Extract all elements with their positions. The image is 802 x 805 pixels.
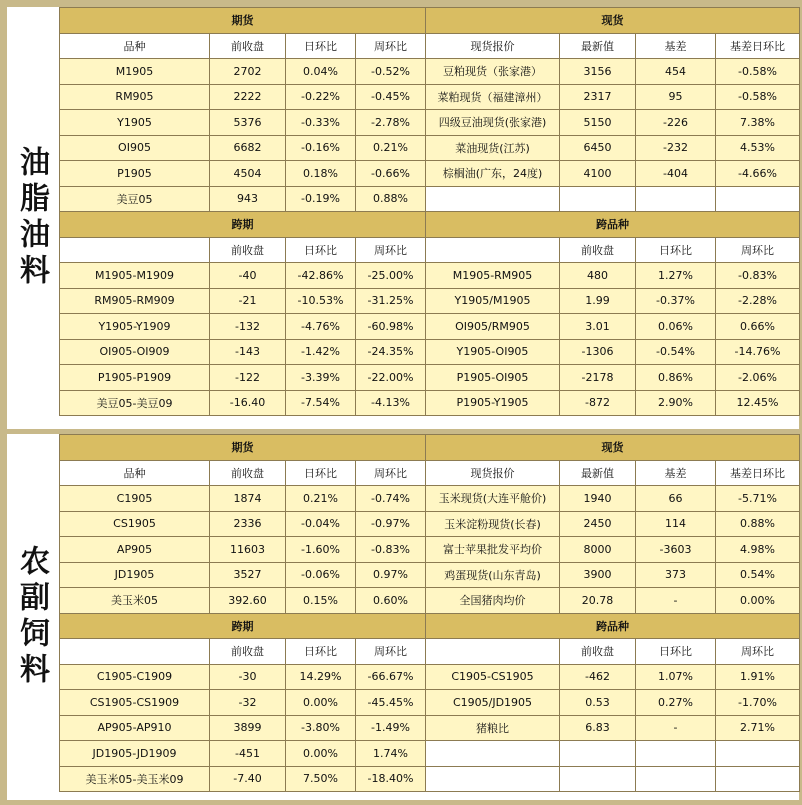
table-cell: -2.28% (716, 288, 800, 314)
table-cell: - (636, 588, 716, 614)
table-cell: -32 (210, 690, 286, 716)
table-cell: OI905/RM905 (426, 314, 560, 340)
table-row (60, 186, 800, 212)
table-cell: P1905-P1909 (60, 365, 210, 391)
table-cell: 美豆05 (60, 186, 210, 212)
table-cell: 1.99 (560, 288, 636, 314)
table-cell: RM905-RM909 (60, 288, 210, 314)
table-cell: -22.00% (356, 365, 426, 391)
table-cell: C1905 (60, 486, 210, 512)
table-cell: 0.18% (286, 161, 356, 187)
table-cell (560, 766, 636, 792)
table-cell: -0.33% (286, 110, 356, 136)
table-cell: CS1905-CS1909 (60, 690, 210, 716)
table-cell: -404 (636, 161, 716, 187)
table-cell: 8000 (560, 537, 636, 563)
column-header: 基差日环比 (716, 460, 800, 486)
table-cell: 6450 (560, 135, 636, 161)
table-cell: 0.60% (356, 588, 426, 614)
block-title-left: 期货 (60, 435, 426, 461)
table-cell: 3156 (560, 59, 636, 85)
table-cell: -3.39% (286, 365, 356, 391)
column-header-row (60, 639, 800, 665)
table-cell: 棕榈油(广东，24度) (426, 161, 560, 187)
table-cell: 富士苹果批发平均价 (426, 537, 560, 563)
table-row (60, 588, 800, 614)
table-cell: 0.27% (636, 690, 716, 716)
column-header: 日环比 (286, 639, 356, 665)
table-cell: -2.78% (356, 110, 426, 136)
table-cell: 豆粕现货（张家港） (426, 59, 560, 85)
table-row (60, 314, 800, 340)
table-cell: Y1905/M1905 (426, 288, 560, 314)
table-row (60, 664, 800, 690)
column-header: 前收盘 (210, 460, 286, 486)
column-header: 品种 (60, 33, 210, 59)
table-cell: OI905-OI909 (60, 339, 210, 365)
table-cell: -1306 (560, 339, 636, 365)
table-cell: 454 (636, 59, 716, 85)
table-cell: 0.54% (716, 562, 800, 588)
table-cell: 3527 (210, 562, 286, 588)
table-cell: -0.83% (356, 537, 426, 563)
table-cell: 20.78 (560, 588, 636, 614)
feed-table (59, 434, 800, 792)
column-header: 日环比 (286, 33, 356, 59)
section-feed (7, 434, 799, 800)
table-cell: 2.71% (716, 715, 800, 741)
table-row (60, 511, 800, 537)
table-cell (426, 741, 560, 767)
table-cell: 0.06% (636, 314, 716, 340)
table-cell: 4.53% (716, 135, 800, 161)
column-header: 基差日环比 (716, 33, 800, 59)
table-cell: P1905-Y1905 (426, 390, 560, 416)
table-cell: 鸡蛋现货(山东青岛) (426, 562, 560, 588)
table-cell: Y1905-Y1909 (60, 314, 210, 340)
table-cell: - (636, 715, 716, 741)
table-row (60, 690, 800, 716)
table-cell: -2178 (560, 365, 636, 391)
oils-table (59, 7, 800, 416)
column-header-row (60, 33, 800, 59)
table-cell: AP905-AP910 (60, 715, 210, 741)
table-cell: -45.45% (356, 690, 426, 716)
column-header-row (60, 237, 800, 263)
table-cell: 四级豆油现货(张家港) (426, 110, 560, 136)
table-cell: 1.91% (716, 664, 800, 690)
table-cell: 5150 (560, 110, 636, 136)
table-row (60, 562, 800, 588)
table-cell: -18.40% (356, 766, 426, 792)
column-header: 日环比 (286, 460, 356, 486)
table-cell: RM905 (60, 84, 210, 110)
table-cell: 美玉米05 (60, 588, 210, 614)
table-cell: -0.52% (356, 59, 426, 85)
table-cell: -0.04% (286, 511, 356, 537)
table-cell: 4100 (560, 161, 636, 187)
block-title-right: 现货 (426, 435, 800, 461)
table-cell: 2.90% (636, 390, 716, 416)
block-header (60, 212, 800, 238)
column-header: 日环比 (636, 237, 716, 263)
table-row (60, 390, 800, 416)
table-cell: 0.00% (286, 741, 356, 767)
table-cell: JD1905-JD1909 (60, 741, 210, 767)
table-cell: 1.27% (636, 263, 716, 289)
table-cell (426, 766, 560, 792)
column-header: 周环比 (356, 639, 426, 665)
table-cell: 1940 (560, 486, 636, 512)
table-cell: 480 (560, 263, 636, 289)
table-cell: C1905-CS1905 (426, 664, 560, 690)
table-cell: 2702 (210, 59, 286, 85)
table-cell: 0.86% (636, 365, 716, 391)
table-cell: -31.25% (356, 288, 426, 314)
table-cell: -0.74% (356, 486, 426, 512)
table-cell: -7.54% (286, 390, 356, 416)
column-header: 最新值 (560, 460, 636, 486)
table-cell: -0.66% (356, 161, 426, 187)
table-cell: 3899 (210, 715, 286, 741)
table-cell: -1.70% (716, 690, 800, 716)
column-header: 日环比 (286, 237, 356, 263)
column-header: 周环比 (716, 639, 800, 665)
column-header: 基差 (636, 33, 716, 59)
block-title-left: 跨期 (60, 613, 426, 639)
table-cell: -0.83% (716, 263, 800, 289)
block-header (60, 8, 800, 34)
table-cell: 0.00% (716, 588, 800, 614)
table-cell: 1874 (210, 486, 286, 512)
table-row (60, 715, 800, 741)
column-header: 周环比 (356, 460, 426, 486)
table-cell: -0.97% (356, 511, 426, 537)
section-label: 油脂油料 (7, 7, 55, 429)
table-cell: -0.19% (286, 186, 356, 212)
section-oils (7, 7, 799, 429)
table-cell: 玉米现货(大连平舱价) (426, 486, 560, 512)
table-cell: -4.76% (286, 314, 356, 340)
table-cell: 玉米淀粉现货(长春) (426, 511, 560, 537)
table-cell: M1905 (60, 59, 210, 85)
column-header: 前收盘 (210, 639, 286, 665)
table-cell: -143 (210, 339, 286, 365)
table-cell: 菜油现货(江苏) (426, 135, 560, 161)
table-cell: -4.66% (716, 161, 800, 187)
table-cell: CS1905 (60, 511, 210, 537)
column-header: 现货报价 (426, 460, 560, 486)
table-cell: 5376 (210, 110, 286, 136)
table-cell: 2336 (210, 511, 286, 537)
table-cell: 0.04% (286, 59, 356, 85)
table-row (60, 339, 800, 365)
table-cell (560, 186, 636, 212)
column-header: 品种 (60, 460, 210, 486)
table-cell: OI905 (60, 135, 210, 161)
table-cell: -0.58% (716, 84, 800, 110)
table-cell: -14.76% (716, 339, 800, 365)
table-cell: 0.53 (560, 690, 636, 716)
table-cell: Y1905-OI905 (426, 339, 560, 365)
table-cell: -16.40 (210, 390, 286, 416)
table-cell: -3603 (636, 537, 716, 563)
table-cell: 114 (636, 511, 716, 537)
table-cell: 392.60 (210, 588, 286, 614)
table-cell: M1905-RM905 (426, 263, 560, 289)
table-cell: 373 (636, 562, 716, 588)
table-cell: 66 (636, 486, 716, 512)
table-cell: 0.15% (286, 588, 356, 614)
table-cell (636, 766, 716, 792)
table-cell: 0.97% (356, 562, 426, 588)
block-title-left: 期货 (60, 8, 426, 34)
table-cell: M1905-M1909 (60, 263, 210, 289)
table-row (60, 161, 800, 187)
column-header: 前收盘 (560, 639, 636, 665)
table-cell: -226 (636, 110, 716, 136)
table-cell: -30 (210, 664, 286, 690)
table-cell: 2222 (210, 84, 286, 110)
block-header (60, 435, 800, 461)
table-row (60, 537, 800, 563)
table-row (60, 135, 800, 161)
table-row (60, 84, 800, 110)
table-cell: 0.66% (716, 314, 800, 340)
table-cell: -24.35% (356, 339, 426, 365)
column-header (60, 639, 210, 665)
table-row (60, 486, 800, 512)
section-label: 农副饲料 (7, 434, 55, 800)
table-cell: 943 (210, 186, 286, 212)
table-cell: -7.40 (210, 766, 286, 792)
table-cell: AP905 (60, 537, 210, 563)
column-header: 最新值 (560, 33, 636, 59)
table-cell: -0.06% (286, 562, 356, 588)
table-cell: 1.07% (636, 664, 716, 690)
table-cell (716, 741, 800, 767)
column-header: 日环比 (636, 639, 716, 665)
column-header: 前收盘 (560, 237, 636, 263)
table-cell (716, 766, 800, 792)
block-title-right: 跨品种 (426, 613, 800, 639)
table-cell: -10.53% (286, 288, 356, 314)
table-cell: 4504 (210, 161, 286, 187)
table-cell: 7.38% (716, 110, 800, 136)
table-cell: -451 (210, 741, 286, 767)
table-cell: -0.37% (636, 288, 716, 314)
column-header (426, 237, 560, 263)
table-cell: 3900 (560, 562, 636, 588)
table-cell: -40 (210, 263, 286, 289)
column-header: 周环比 (356, 237, 426, 263)
table-cell (560, 741, 636, 767)
table-cell: 11603 (210, 537, 286, 563)
table-cell: 菜粕现货（福建漳州） (426, 84, 560, 110)
table-cell (716, 186, 800, 212)
table-cell: 2317 (560, 84, 636, 110)
table-cell: -0.22% (286, 84, 356, 110)
column-header: 周环比 (716, 237, 800, 263)
column-header (426, 639, 560, 665)
table-row (60, 741, 800, 767)
block-title-right: 现货 (426, 8, 800, 34)
table-cell: -1.42% (286, 339, 356, 365)
column-header: 现货报价 (426, 33, 560, 59)
table-cell: 6682 (210, 135, 286, 161)
table-cell: 美豆05-美豆09 (60, 390, 210, 416)
column-header: 前收盘 (210, 33, 286, 59)
table-cell: -5.71% (716, 486, 800, 512)
table-cell: -0.54% (636, 339, 716, 365)
table-cell: 全国猪肉均价 (426, 588, 560, 614)
table-cell (636, 741, 716, 767)
table-cell: C1905-C1909 (60, 664, 210, 690)
table-cell: 95 (636, 84, 716, 110)
block-header (60, 613, 800, 639)
table-cell: Y1905 (60, 110, 210, 136)
table-cell: 3.01 (560, 314, 636, 340)
table-cell: -25.00% (356, 263, 426, 289)
table-cell: 6.83 (560, 715, 636, 741)
table-cell: P1905-OI905 (426, 365, 560, 391)
table-cell (636, 186, 716, 212)
table-cell: P1905 (60, 161, 210, 187)
table-cell: 1.74% (356, 741, 426, 767)
table-cell: -0.58% (716, 59, 800, 85)
block-title-right: 跨品种 (426, 212, 800, 238)
column-header: 前收盘 (210, 237, 286, 263)
table-row (60, 288, 800, 314)
table-cell: 0.00% (286, 690, 356, 716)
table-cell: 12.45% (716, 390, 800, 416)
table-cell: 4.98% (716, 537, 800, 563)
table-cell: -4.13% (356, 390, 426, 416)
table-row (60, 766, 800, 792)
table-cell: -132 (210, 314, 286, 340)
table-cell: 14.29% (286, 664, 356, 690)
table-cell: -1.60% (286, 537, 356, 563)
table-cell: -21 (210, 288, 286, 314)
table-cell: -462 (560, 664, 636, 690)
table-cell: 美玉米05-美玉米09 (60, 766, 210, 792)
table-cell (426, 186, 560, 212)
table-cell: -42.86% (286, 263, 356, 289)
column-header-row (60, 460, 800, 486)
table-row (60, 110, 800, 136)
table-cell: C1905/JD1905 (426, 690, 560, 716)
table-row (60, 263, 800, 289)
column-header: 周环比 (356, 33, 426, 59)
table-cell: -0.45% (356, 84, 426, 110)
table-cell: -1.49% (356, 715, 426, 741)
table-cell: 7.50% (286, 766, 356, 792)
table-row (60, 365, 800, 391)
table-cell: 2450 (560, 511, 636, 537)
table-cell: 0.21% (286, 486, 356, 512)
table-cell: -0.16% (286, 135, 356, 161)
table-cell: -872 (560, 390, 636, 416)
column-header (60, 237, 210, 263)
table-cell: -122 (210, 365, 286, 391)
table-cell: -2.06% (716, 365, 800, 391)
table-row (60, 59, 800, 85)
table-cell: -3.80% (286, 715, 356, 741)
block-title-left: 跨期 (60, 212, 426, 238)
table-cell: 0.88% (356, 186, 426, 212)
column-header: 基差 (636, 460, 716, 486)
table-cell: JD1905 (60, 562, 210, 588)
table-cell: -232 (636, 135, 716, 161)
table-cell: -60.98% (356, 314, 426, 340)
table-cell: 猪粮比 (426, 715, 560, 741)
table-cell: -66.67% (356, 664, 426, 690)
table-cell: 0.21% (356, 135, 426, 161)
table-cell: 0.88% (716, 511, 800, 537)
